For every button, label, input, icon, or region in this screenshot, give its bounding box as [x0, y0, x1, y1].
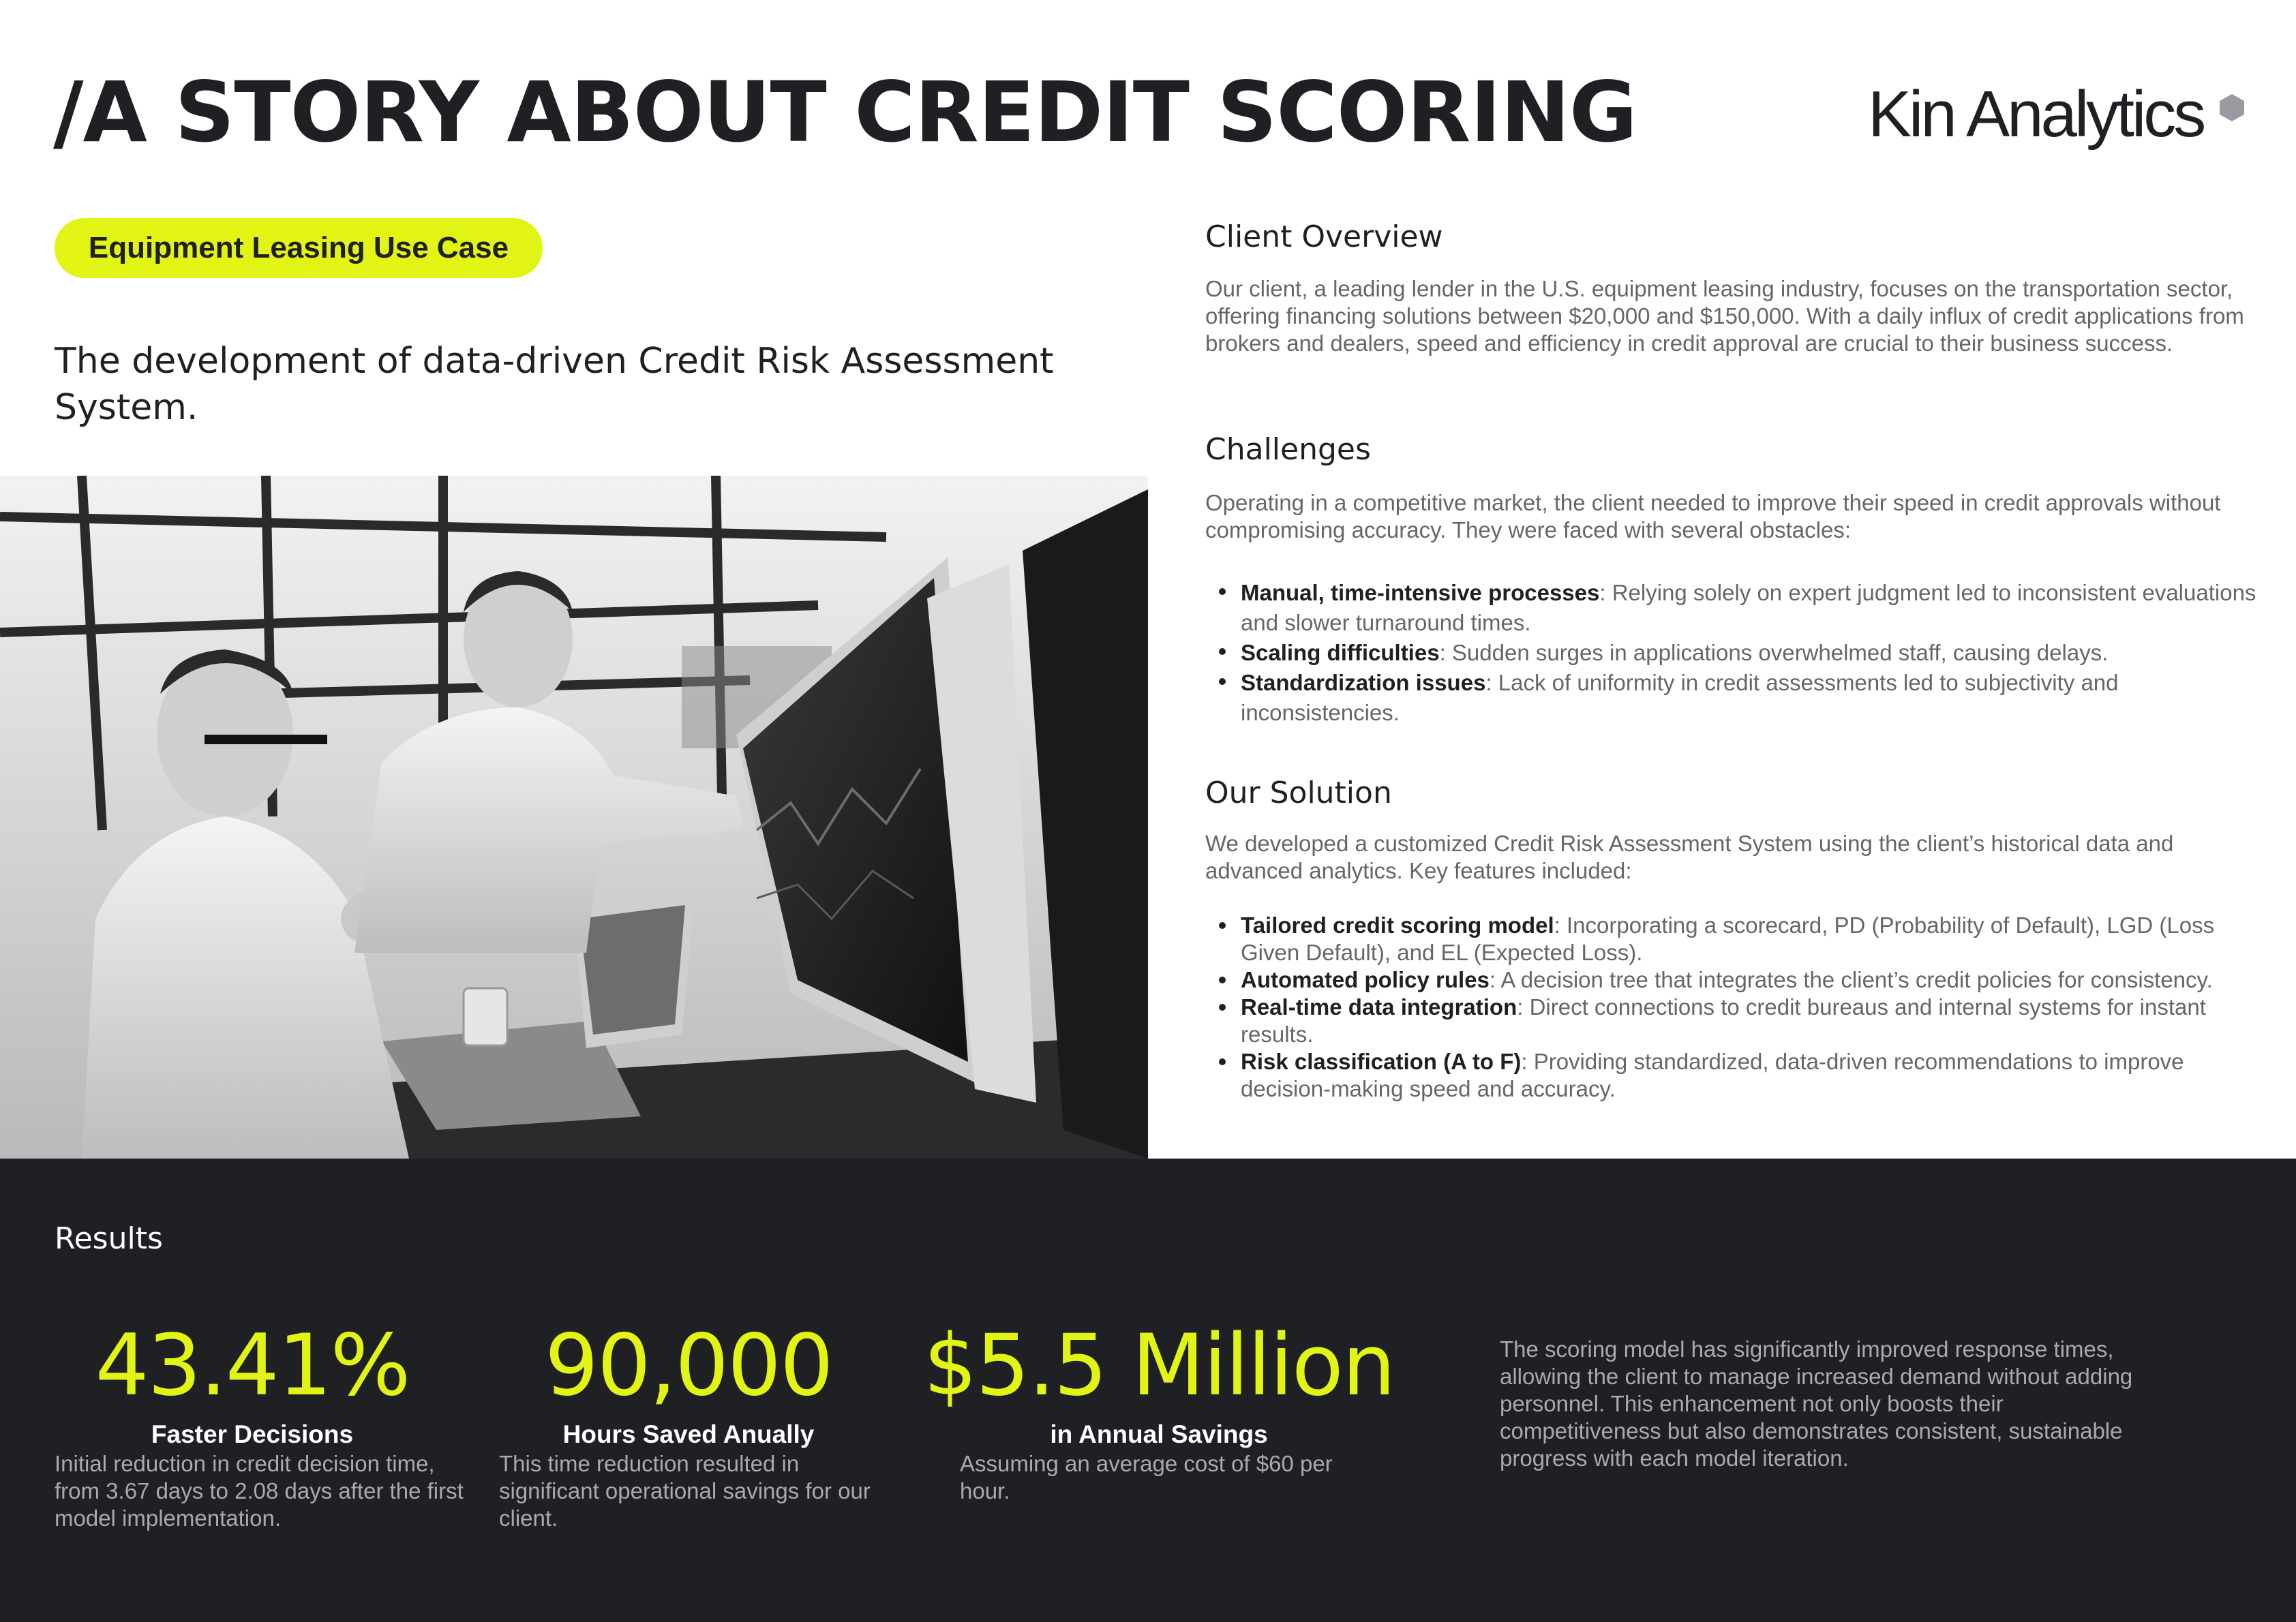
- stat-value: 90,000: [545, 1317, 832, 1415]
- intro-statement: The development of data-driven Credit Risk Assessment System.: [55, 341, 1054, 428]
- challenges-list: [1205, 578, 2263, 728]
- list-item: Real-time data integration: Direct connections to credit bureaus and internal systems for instant results.: [1205, 994, 2263, 1048]
- brand-logo: Kin Analytics: [1868, 78, 2204, 151]
- list-item: Tailored credit scoring model: Incorporating a scorecard, PD (Probability of Default), LGD (Loss Given Default), and EL (Expected Loss).: [1205, 912, 2263, 966]
- stat-description: This time reduction resulted in significant operational savings for our client.: [499, 1451, 871, 1531]
- list-item: Automated policy rules: A decision tree that integrates the client’s credit policies for consistency.: [1205, 966, 2263, 994]
- page-title: /A STORY ABOUT CREDIT SCORING: [53, 64, 1637, 161]
- challenges-heading: Challenges: [1205, 432, 1371, 467]
- results-summary: The scoring model has significantly improved response times, allowing the client to manage increased demand without adding personnel. This enhancement not only boosts their competitiveness but also demonstrates consistent, sustainable progress with each model iteration.: [1500, 1336, 2133, 1471]
- hexagon-logo-icon: [2218, 93, 2246, 123]
- client-overview-text: Our client, a leading lender in the U.S. equipment leasing industry, focuses on the transportation sector, offering financing solutions between $20,000 and $150,000. With a daily influx of credit applications from brokers and dealers, speed and efficiency in credit approval are crucial to their business success.: [1205, 276, 2244, 356]
- challenges-text: Operating in a competitive market, the client needed to improve their speed in credit approvals without compromising accuracy. They were faced with several obstacles:: [1205, 490, 2221, 542]
- results-heading: Results: [55, 1221, 163, 1256]
- stat-value: $5.5 Million: [923, 1317, 1395, 1415]
- office-photo-illustration: [0, 476, 1148, 1159]
- list-item: Risk classification (A to F): Providing standardized, data-driven recommendations to improve decision-making speed and accuracy.: [1205, 1048, 2263, 1103]
- list-item: Manual, time-intensive processes: Relying solely on expert judgment led to inconsistent evaluations and slower turnaround times.: [1205, 578, 2263, 638]
- solution-heading: Our Solution: [1205, 776, 1392, 810]
- stat-label: Faster Decisions: [151, 1420, 354, 1448]
- use-case-badge: Equipment Leasing Use Case: [55, 218, 543, 278]
- stat-description: Initial reduction in credit decision time, from 3.67 days to 2.08 days after the first model implementation.: [55, 1451, 464, 1531]
- list-item: Scaling difficulties: Sudden surges in applications overwhelmed staff, causing delays.: [1205, 638, 2263, 668]
- list-item: Standardization issues: Lack of uniformity in credit assessments led to subjectivity and inconsistencies.: [1205, 668, 2263, 728]
- office-team-photo: [0, 476, 1148, 1159]
- stat-value: 43.41%: [95, 1317, 410, 1415]
- stat-label: in Annual Savings: [1050, 1420, 1268, 1448]
- solution-text: We developed a customized Credit Risk Assessment System using the client’s historical data and advanced analytics. Key features included:: [1205, 831, 2174, 883]
- stat-description: Assuming an average cost of $60 per hour.: [960, 1451, 1333, 1503]
- solution-list: [1205, 912, 2263, 1103]
- stat-label: Hours Saved Anually: [562, 1420, 815, 1448]
- client-overview-heading: Client Overview: [1205, 219, 1443, 254]
